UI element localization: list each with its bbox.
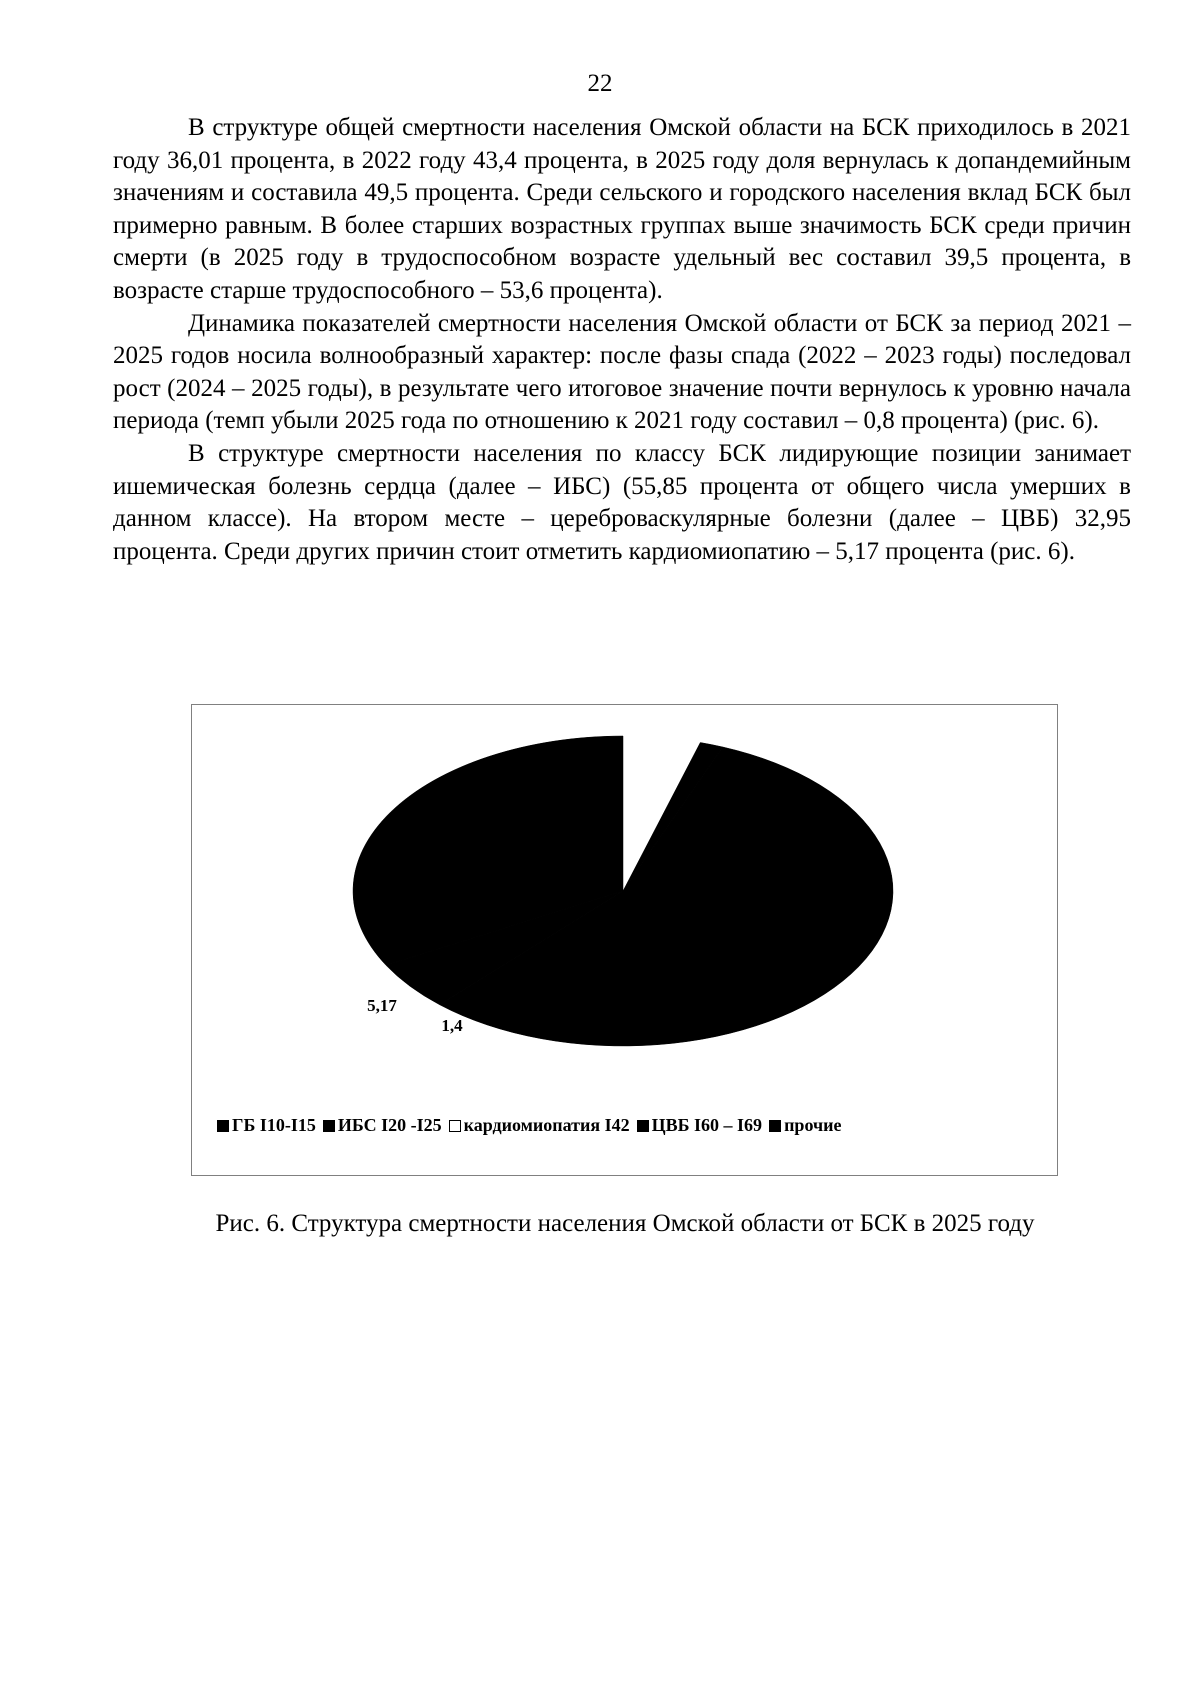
data-label-cardiomyopathy: 5,17	[367, 996, 397, 1015]
paragraph-1: В структуре общей смертности населения Омской области на БСК приходилось в 2021 году 36,01 процента, в 2022 году 43,4 процента, в 2025 году доля вернулась к допандемийным значениям и составила 49,5 процента. Среди сельского и городского населения вклад БСК был примерно равным. В более старших возрастных группах выше значимость БСК среди причин смерти (в 2025 году в трудоспособном возрасте удельный вес составил 39,5 процента, в возрасте старше трудоспособного – 53,6 процента).	[113, 114, 1131, 304]
legend-label: ГБ I10-I15	[232, 1115, 316, 1135]
data-label-cvb: 32,95	[387, 816, 427, 835]
legend-swatch-icon	[217, 1120, 229, 1132]
legend-swatch-icon	[769, 1120, 781, 1132]
body-text	[113, 112, 1131, 568]
paragraph-3: В структуре смертности населения по классу БСК лидирующие позиции занимает ишемическая болезнь сердца (далее – ИБС) (55,85 процента от общего числа умерших в данном классе). На втором месте – цереброваскулярные болезни (далее – ЦВБ) 32,95 процента. Среди других причин стоит отметить кардиомиопатию – 5,17 процента (рис. 6).	[113, 439, 1131, 565]
data-label-gb: 1,4	[441, 1016, 463, 1035]
data-label-other: 4,62	[647, 846, 677, 865]
legend-ibs	[323, 1115, 442, 1136]
legend-gb	[217, 1115, 316, 1136]
legend-cvb	[637, 1115, 762, 1136]
pie-chart-figure	[191, 704, 1058, 1176]
page-number: 22	[587, 70, 613, 97]
pie-chart	[192, 705, 1057, 1175]
legend-swatch-icon	[449, 1120, 461, 1132]
legend-cardiomyopathy	[449, 1115, 630, 1136]
figure-caption: Рис. 6. Структура смертности населения Омской области от БСК в 2025 году	[215, 1210, 1035, 1237]
chart-legend	[217, 1115, 1057, 1136]
legend-swatch-icon	[323, 1120, 335, 1132]
legend-label: прочие	[784, 1115, 842, 1135]
legend-label: кардиомиопатия I42	[463, 1115, 630, 1135]
legend-other	[769, 1115, 841, 1136]
legend-label: ИБС I20 -I25	[337, 1115, 442, 1135]
legend-swatch-icon	[637, 1120, 649, 1132]
paragraph-2: Динамика показателей смертности населения Омской области от БСК за период 2021 – 2025 годов носила волнообразный характер: после фазы спада (2022 – 2023 годы) последовал рост (2024 – 2025 годы), в результате чего итоговое значение почти вернулось к уровню начала периода (темп убыли 2025 года по отношению к 2021 году составил – 0,8 процента) (рис. 6).	[113, 309, 1131, 435]
legend-label: ЦВБ I60 – I69	[651, 1115, 763, 1135]
